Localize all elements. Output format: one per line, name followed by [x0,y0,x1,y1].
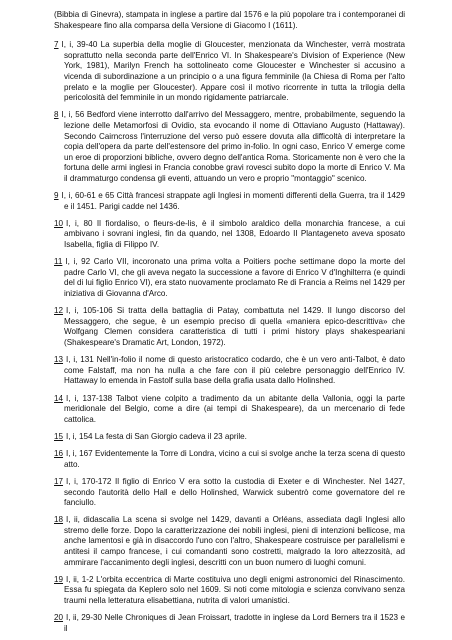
footnote-text: I, i, 60-61 e 65 Città francesi strappate agli Inglesi in momenti differenti della Guerra, tra il 1429 e il 1451. Parigi cadde nel 1436. [61,191,405,211]
footnote-number: 13 [54,355,64,365]
footnote-text: I, i, 105-106 Si tratta della battaglia di Patay, combattuta nel 1429. Il lungo discorso del Messaggero, che segue, è un esempio preciso di quella «maniera epico-descrittiva» che Wolfgang Clemen considera caratteristica di tutti i primi history plays shakespeariani (Shakespeare's Dramatic Art, London, 1972). [64,306,405,347]
footnote-text: I, i, 92 Carlo VII, incoronato una prima volta a Poitiers poche settimane dopo la morte del padre Carlo VI, che gli aveva negato la successione a favore di Enrico V d'Inghilterra (e quindi del di lui figlio Enrico VI), era stato nuovamente proclamato Re di Francia a Reims nel 1429 per iniziativa di Giovanna d'Arco. [64,257,406,299]
footnote [54,257,405,299]
footnote [54,191,405,212]
footnote [54,449,405,470]
footnote-number: 12 [54,306,64,316]
footnote-text: I, i, 154 La festa di San Giorgio cadeva il 23 aprile. [66,431,247,441]
footnote-text: I, i, 137-138 Talbot viene colpito a tradimento da un abitante della Vallonia, oggi la parte meridionale del Belgio, come a dire (ai tempi di Shakespeare), da un mercenario di fede cattolica. [64,393,405,424]
footnote-number: 8 [54,110,59,120]
footnotes-list [54,40,405,634]
footnote-number: 11 [54,257,63,267]
footnote-text: I, i, 131 Nell'in-folio il nome di questo aristocratico codardo, che è un vero anti-Talbot, è dato come Falstaff, ma non ha nulla a che fare con il più celebre personaggio dell'Enrico IV. Hattaway lo emenda in Fastolf sulla base della grafia usata dallo Holinshed. [64,355,405,386]
footnote-number: 18 [54,515,64,525]
footnote-number: 19 [54,574,64,584]
footnote-number: 9 [54,191,59,201]
footnote [54,40,405,104]
footnote-number: 17 [54,476,64,486]
footnote [54,394,405,426]
footnote [54,575,405,607]
footnote-number: 20 [54,613,64,623]
footnote-number: 15 [54,431,64,441]
footnote-text: I, ii, didascalia La scena si svolge nel 1429, davanti a Orléans, assediata dagli Inglesi allo stremo delle forze. Dopo la caratterizzazione dei nobili inglesi, pieni di intenzioni bellicose, ma anche lamentosi e già in disaccordo l'uno con l'altro, Shakespeare costruisce per parallelismi e antitesi il campo francese, i cui comandanti sono costretti, malgrado la loro altezzosità, ad ammirare l'accanimento degli inglesi, descritti con un buon numero di luoghi comuni. [64,515,405,567]
footnote [54,613,405,634]
footnote-text: I, i, 167 Evidentemente la Torre di Londra, vicino a cui si svolge anche la terza scena di questo atto. [64,449,405,469]
footnote-number: 14 [54,393,64,403]
footnote [54,432,405,443]
footnote [54,515,405,568]
footnote-text: I, i, 56 Bedford viene interrotto dall'arrivo del Messaggero, mentre, probabilmente, seguendo la lezione delle Metamorfosi di Ovidio, sta evocando il nome di Ottaviano Augusto (Hattaway). Secondo Cairncross l'interruzione del verso può essere dovuta alla difficoltà di interpretare la copia dell'opera da parte dell'estensore del primo in-folio. In ogni caso, Enrico V emerge come un eroe di proporzioni bibliche, ovvero degno dell'antica Roma. Storicamente non è vero che la fortuna delle armi inglesi in Francia conobbe gravi rovesci subito dopo la morte di Enrico V. Ma il drammaturgo condensa gli eventi, attuando un vero e proprio "montaggio" scenico. [61,110,405,183]
footnote [54,306,405,348]
footnote-number: 7 [54,40,59,50]
footnote-number: 10 [54,218,64,228]
footnote [54,110,405,184]
footnote [54,355,405,387]
footnote-text: I, i, 170-172 Il figlio di Enrico V era sotto la custodia di Exeter e di Winchester. Nel 1427, secondo l'autorità dello Hall e dello Holinshed, Warwick subentrò come governatore del re fanciullo. [64,476,405,508]
footnote [54,219,405,251]
footnote-text: I, ii, 1-2 L'orbita eccentrica di Marte costituiva uno degli enigmi astronomici del Rinascimento. Essa fu spiegata da Keplero solo nel 1609. Si noti come mitologia e scienza convivano senza traumi nella letteratura elisabettiana, nutrita di valori umanistici. [64,574,405,606]
footnote-text: I, ii, 29-30 Nelle Chroniques di Jean Froissart, tradotte in inglese da Lord Berners tra il 1523 e il [64,613,405,633]
footnote-text: I, i, 80 Il fiordaliso, o fleurs-de-lis, è il simbolo araldico della monarchia francese, a cui ambivano i sovrani inglesi, fin da quando, nel 1308, Edoardo II Plantageneto aveva sposato Isabella, figlia di Filippo IV. [64,218,405,250]
footnote-number: 16 [54,449,64,459]
footnote-text: I, i, 39-40 La superbia della moglie di Gloucester, menzionata da Winchester, verrà mostrata soprattutto nella seconda parte dell'Enrico VI. In Shakespeare's Division of Experience (New York, 1981), Marilyn French ha sottolineato come Gloucester e Winchester si accusino a vicenda di subordinazione a un principio o a una figura femminile (la Chiesa di Roma per l'alto prelato e la moglie per Gloucester). Appare così il motivo ricorrente in tutta la trilogia della pericolosità del femminile in un mondo rigidamente patriarcale. [61,40,405,103]
footnote [54,477,405,509]
intro-paragraph: (Bibbia di Ginevra), stampata in inglese a partire dal 1576 e la più popolare tra i contemporanei di Shakespeare fino alla comparsa della Versione di Giacomo I (1611). [54,10,405,30]
